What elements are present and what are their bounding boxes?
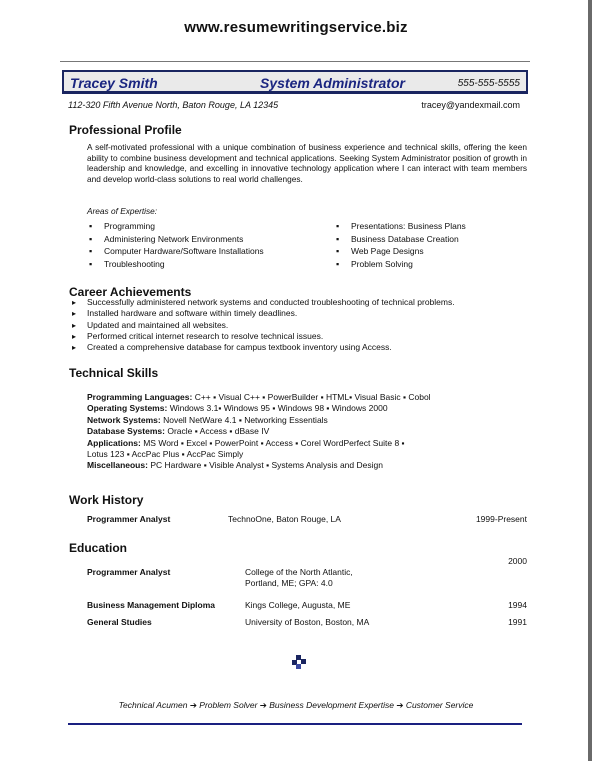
- skill-value: Novell NetWare 4.1 ▪ Networking Essentials: [163, 414, 328, 425]
- address: 112-320 Fifth Avenue North, Baton Rouge, LA 12345: [68, 100, 279, 110]
- achievements-list: [72, 297, 455, 353]
- candidate-name: Tracey Smith: [70, 75, 158, 91]
- skill-label: Miscellaneous:: [87, 460, 148, 471]
- education-year: 2000: [508, 556, 527, 566]
- achievements-heading: Career Achievements: [69, 285, 192, 299]
- areas-list-right: [334, 220, 466, 270]
- area-item: ▪ Computer Hardware/Software Installations: [87, 245, 264, 258]
- skill-value: PC Hardware ▪ Visible Analyst ▪ Systems Analysis and Design: [150, 460, 383, 471]
- edu-degree: General Studies: [87, 617, 152, 627]
- skill-value: Windows 3.1▪ Windows 95 ▪ Windows 98 ▪ Windows 2000: [169, 403, 388, 414]
- areas-list-left: [87, 220, 264, 270]
- achievement-item: ▸ Installed hardware and software within timely deadlines.: [72, 308, 455, 319]
- footer-tagline: Technical Acumen ➔ Problem Solver ➔ Business Development Expertise ➔ Customer Service: [118, 700, 474, 710]
- area-item: ▪ Administering Network Environments: [87, 233, 264, 246]
- edu-school: University of Boston, Boston, MA: [245, 617, 370, 627]
- name-banner: [62, 70, 528, 94]
- skill-line: [87, 426, 527, 437]
- skill-line: [87, 403, 527, 414]
- skill-label: Operating Systems:: [87, 403, 168, 414]
- edu-school-detail: Portland, ME; GPA: 4.0: [245, 578, 333, 588]
- achievement-item: ▸ Updated and maintained all websites.: [72, 320, 455, 331]
- work-dates: 1999-Present: [475, 514, 527, 524]
- achievement-item: ▸ Performed critical internet research to resolve technical issues.: [72, 331, 455, 342]
- skill-line: [87, 415, 527, 426]
- edu-year: 1991: [508, 617, 527, 627]
- areas-title: Areas of Expertise:: [87, 206, 158, 216]
- skill-value: MS Word ▪ Excel ▪ PowerPoint ▪ Access ▪ Corel WordPerfect Suite 8 ▪: [143, 437, 405, 448]
- skill-line: [87, 449, 527, 460]
- edu-school: College of the North Atlantic,: [245, 567, 353, 577]
- area-item: ▪ Presentations: Business Plans: [334, 220, 466, 233]
- skill-label: Applications:: [87, 437, 141, 448]
- skills-block: [87, 392, 527, 472]
- skill-label: Database Systems:: [87, 426, 165, 437]
- profile-heading: Professional Profile: [69, 123, 182, 137]
- job-title: System Administrator: [260, 75, 405, 91]
- skill-value: C++ ▪ Visual C++ ▪ PowerBuilder ▪ HTML▪ Visual Basic ▪ Cobol: [194, 392, 431, 402]
- footer-rule: [68, 723, 522, 725]
- edu-degree: Programmer Analyst: [87, 567, 171, 577]
- education-heading: Education: [69, 541, 128, 555]
- skill-label: Network Systems:: [87, 414, 161, 425]
- edu-degree: Business Management Diploma: [87, 600, 216, 610]
- work-heading: Work History: [69, 493, 144, 507]
- email: tracey@yandexmail.com: [421, 100, 520, 110]
- skill-label: Programming Languages:: [87, 392, 193, 402]
- diamond-logo-icon: [292, 655, 306, 669]
- skill-value: Lotus 123 ▪ AccPac Plus ▪ AccPac Simply: [87, 449, 244, 460]
- area-item: ▪ Problem Solving: [334, 258, 466, 271]
- profile-text: A self-motivated professional with a unique combination of business experience and technical skills, offering the keen ability to combine business development and technical applications. Seeking System Administrator position of growth in leadership and knowledge, and excelling in innovative technology application where I can interact with team members and develop world-class solutions to real world challenges.: [87, 142, 527, 184]
- skill-value: Oracle ▪ Access ▪ dBase IV: [167, 426, 270, 437]
- skills-heading: Technical Skills: [69, 366, 159, 380]
- skill-line: [87, 392, 527, 403]
- achievement-item: ▸ Created a comprehensive database for campus textbook inventory using Access.: [72, 342, 455, 353]
- site-url: www.resumewritingservice.biz: [184, 19, 408, 36]
- area-item: ▪ Troubleshooting: [87, 258, 264, 271]
- area-item: ▪ Programming: [87, 220, 264, 233]
- work-place: TechnoOne, Baton Rouge, LA: [228, 514, 341, 524]
- work-role: Programmer Analyst: [87, 514, 171, 524]
- top-divider: [60, 61, 530, 62]
- achievement-item: ▸ Successfully administered network systems and conducted troubleshooting of technical problems.: [72, 297, 455, 308]
- skill-line: [87, 438, 527, 449]
- page-edge: [588, 0, 592, 761]
- phone-number: 555-555-5555: [457, 78, 520, 89]
- area-item: ▪ Business Database Creation: [334, 233, 466, 246]
- edu-school: Kings College, Augusta, ME: [245, 600, 351, 610]
- area-item: ▪ Web Page Designs: [334, 245, 466, 258]
- skill-line: [87, 460, 527, 471]
- edu-year: 1994: [508, 600, 527, 610]
